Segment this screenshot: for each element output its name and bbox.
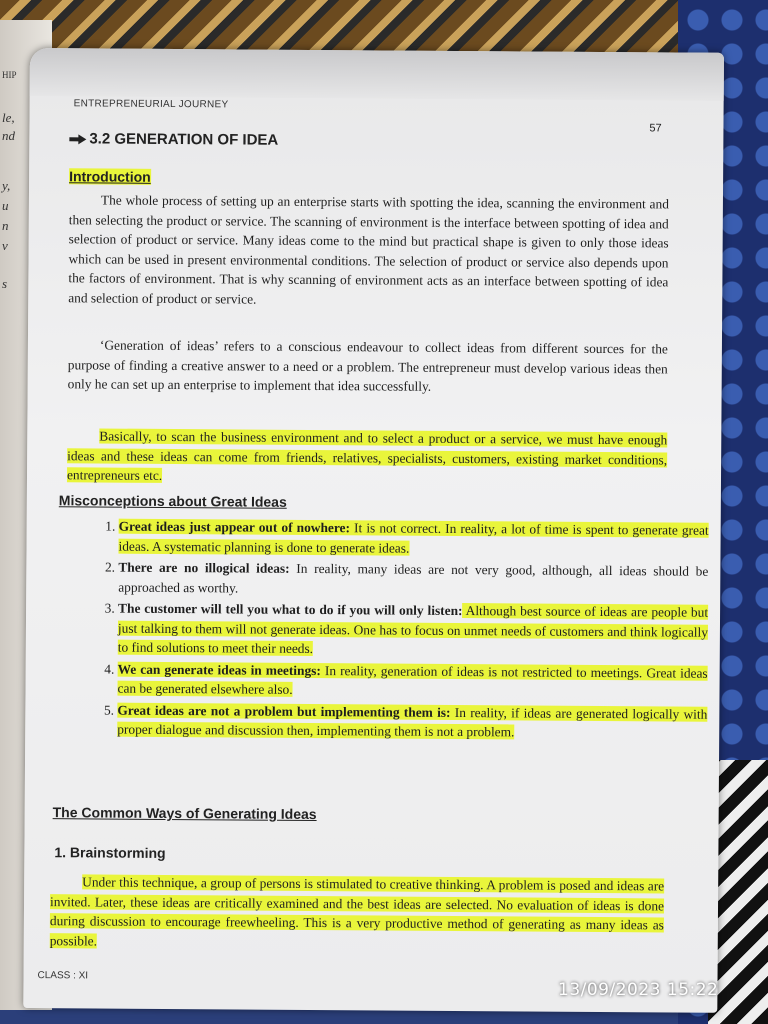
- left-page-fragment: le,: [2, 110, 15, 125]
- misconceptions-heading: Misconceptions about Great Ideas: [58, 492, 287, 510]
- section-title: [69, 130, 278, 148]
- intro-paragraph-1: The whole process of setting up an enterprise starts with spotting the idea, scanning the environment and then selecting the product or service. The scanning of environment is the interface between spotting of idea and selection of product or service. Many ideas come to the mind but practical shape is given to only those ideas which can be used in present environmental conditions. The selection of product or service also depends upon the factors of environment. That is why scanning of environment acts as an interface between spotting of idea and selection of product or service.: [68, 192, 669, 307]
- photo-timestamp: 13/09/2023 15:22: [558, 980, 719, 1000]
- brainstorming-heading: 1. Brainstorming: [54, 844, 166, 861]
- list-item: 2. There are no illogical ideas: In reality, many ideas are not very good, although, all ideas should be approached as worthy.: [118, 558, 708, 601]
- left-page-fragment: n: [2, 218, 9, 233]
- brainstorming-paragraph: Under this technique, a group of persons is stimulated to creative thinking. A problem is posed and ideas are invited. Later, these ideas are critically examined and the best ideas are selected. No evaluation of ideas is done during discussion to encourage freewheeling. This is a very productive method of generating as many ideas as possible.: [49, 874, 665, 948]
- page-number: 57: [649, 122, 662, 135]
- list-item: 4. We can generate ideas in meetings: In reality, generation of ideas is not restricted to meetings. Great ideas can be generated elsewhere also.: [117, 659, 707, 702]
- section-title-text: 3.2 GENERATION OF IDEA: [89, 130, 279, 149]
- book-page: [23, 48, 724, 1013]
- list-item: 3. The customer will tell you what to do if you will only listen: Although best source of ideas are people but just talking to them will not generate ideas. One has to focus on unmet needs of customers and think logically to find solutions to meet their needs.: [118, 599, 708, 662]
- page-footer: CLASS : XI: [37, 970, 89, 982]
- left-page-fragment: nd: [2, 128, 15, 143]
- common-ways-heading: The Common Ways of Generating Ideas: [52, 804, 317, 823]
- list-item: 5. Great ideas are not a problem but implementing them is: In reality, if ideas are generated logically with proper dialogue and discussion then, implementing them is not a problem.: [117, 700, 707, 743]
- intro-paragraph-3: Basically, to scan the business environment and to select a product or a service, we must have enough ideas and these ideas can come from friends, relatives, specialists, customers, existing market conditions, entrepreneurs etc.: [66, 428, 668, 483]
- left-page-fragment: y,: [2, 178, 11, 193]
- left-page-fragment: u: [2, 198, 9, 213]
- page-top-shadow: [30, 48, 724, 101]
- left-page-fragment: HIP: [2, 70, 17, 80]
- left-page-fragment: s: [2, 276, 8, 291]
- running-head: ENTREPRENEURIAL JOURNEY: [73, 98, 229, 111]
- intro-paragraph-2: ‘Generation of ideas’ refers to a conscious endeavour to collect ideas from different sources for the purpose of finding a creative answer to a need or a problem. The entrepreneur must develop various ideas then only he can set up an enterprise to implement that idea successfully.: [67, 337, 668, 394]
- arrow-icon: [69, 134, 85, 144]
- introduction-heading: Introduction: [69, 168, 151, 185]
- list-item: 1. Great ideas just appear out of nowhere: It is not correct. In reality, a lot of time is spent to generate great ideas. A systematic planning is done to generate ideas.: [118, 517, 708, 560]
- left-page-fragment: v: [2, 238, 8, 253]
- misconceptions-list: [75, 516, 709, 745]
